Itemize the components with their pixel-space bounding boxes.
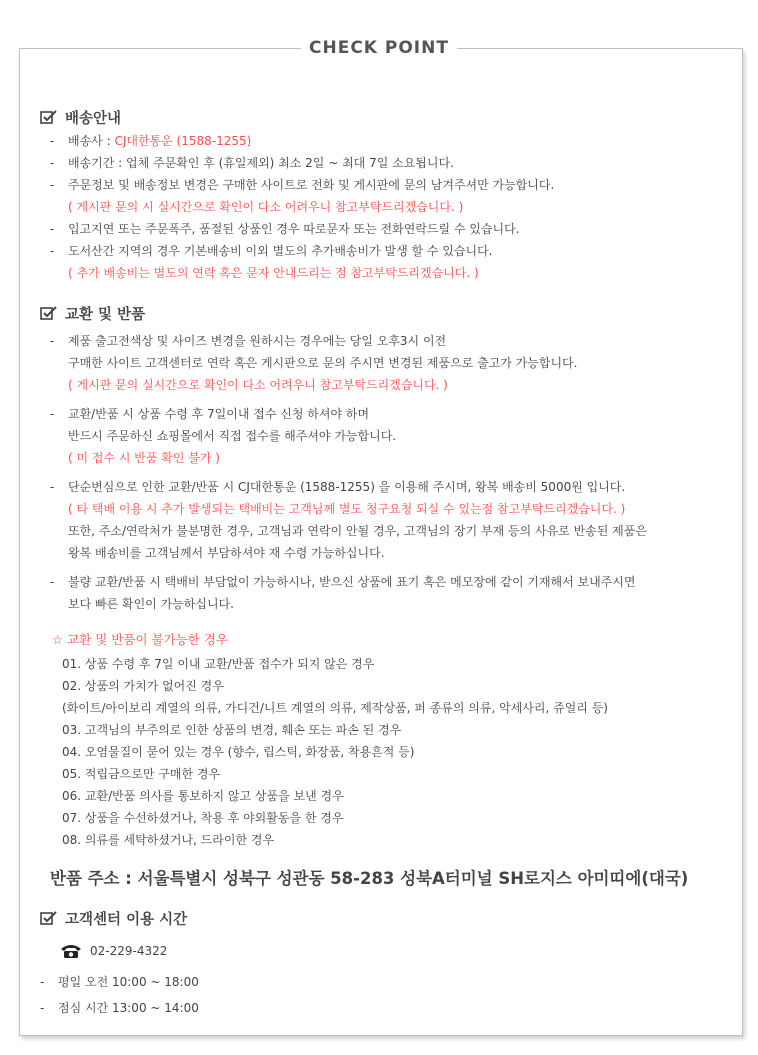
list-item: - 단순변심으로 인한 교환/반품 시 CJ대한통운 (1588-1255) 을 이용해 주시며, 왕복 배송비 5000원 입니다. ( 타 택배 이용 시 추가 발생되는 택배비는 고객님께 별도 청구요청 되실 수 있는점 참고부탁드리겠습니다. ) 또한, 주소/연락처가 불분명한 경우, 고객님과 연락이 안될 경우, 고객님의 장기 부재 등의 사유로 반송된 제품은 왕복 배송비를 고객님께서 부담하셔야 재 수령 가능하십니다. <box>40 476 730 564</box>
list-item: - 배송사 : CJ대한통운 (1588-1255) <box>50 134 252 148</box>
list-item: - 제품 출고전색상 및 사이즈 변경을 원하시는 경우에는 당일 오후3시 이전 구매한 사이트 고객센터로 연락 혹은 게시판으로 문의 주시면 변경된 제품으로 출고가 가능합니다. ( 게시판 문의 실시간으로 확인이 다소 어려우니 참고부탁드리겠습니다. ) <box>40 330 730 396</box>
list-item: - 교환/반품 시 상품 수령 후 7일이내 접수 신청 하셔야 하며 반드시 주문하신 쇼핑몰에서 직접 접수를 해주셔야 가능합니다. ( 미 접수 시 반품 확인 불가 ) <box>40 403 730 469</box>
item-note: ( 미 접수 시 반품 확인 불가 ) <box>68 451 220 465</box>
courier-text: CJ대한통운 (1588-1255) <box>114 134 252 148</box>
list-item: - 입고지연 또는 주문폭주, 품절된 상품인 경우 따로문자 또는 전화연락드릴 수 있습니다. <box>40 218 730 240</box>
notice-item: 04. 오염물질이 묻어 있는 경우 (향수, 립스틱, 화장품, 착용흔적 등) <box>62 745 415 759</box>
item-text: 보다 빠른 확인이 가능하십니다. <box>68 597 234 611</box>
telephone-icon <box>60 943 82 959</box>
notice-item: 02. 상품의 가치가 없어진 경우 <box>62 679 224 693</box>
notice-item: 03. 고객님의 부주의로 인한 상품의 변경, 훼손 또는 파손 된 경우 <box>62 723 402 737</box>
item-text: 왕복 배송비를 고객님께서 부담하셔야 재 수령 가능하십니다. <box>68 546 385 560</box>
hours-text: 평일 오전 10:00 ~ 18:00 <box>58 975 199 989</box>
page-title <box>0 38 758 58</box>
checkbox-icon <box>40 306 57 320</box>
item-text: 주문정보 및 배송정보 변경은 구매한 사이트로 전화 및 게시판에 문의 남겨주셔만 가능합니다. <box>68 178 555 192</box>
delivery-heading-text: 배송안내 <box>65 110 122 127</box>
item-text: 또한, 주소/연락처가 불분명한 경우, 고객님과 연락이 안될 경우, 고객님의 장기 부재 등의 사유로 반송된 제품은 <box>68 524 647 538</box>
item-note: ( 타 택배 이용 시 추가 발생되는 택배비는 고객님께 별도 청구요청 되실 수 있는점 참고부탁드리겠습니다. ) <box>68 502 626 516</box>
item-text: 배송사 : <box>68 134 115 148</box>
item-text: 불량 교환/반품 시 택배비 부담없이 가능하시나, 받으신 상품에 표기 혹은 메모장에 같이 기재해서 보내주시면 <box>68 575 636 589</box>
hours-text: 점심 시간 13:00 ~ 14:00 <box>58 1001 199 1015</box>
item-text: 구매한 사이트 고객센터로 연락 혹은 게시판으로 문의 주시면 변경된 제품으로 출고가 가능합니다. <box>68 356 578 370</box>
checkbox-icon <box>40 911 57 925</box>
item-text: 배송기간 : 업체 주문확인 후 (휴일제외) 최소 2일 ~ 최대 7일 소요됩니다. <box>68 156 454 170</box>
item-text: 교환/반품 시 상품 수령 후 7일이내 접수 신청 하셔야 하며 <box>68 407 370 421</box>
return-address: 반품 주소 : 서울특별시 성북구 성관동 58-283 성북A터미널 SH로지스 아미띠에(대국) <box>50 869 689 888</box>
exchange-heading-text: 교환 및 반품 <box>65 306 146 323</box>
list-item: - 주문정보 및 배송정보 변경은 구매한 사이트로 전화 및 게시판에 문의 남겨주셔만 가능합니다. ( 게시판 문의 시 실시간으로 확인이 다소 어려우니 참고부탁드리겠습니다. ) <box>40 174 730 218</box>
content <box>40 104 730 1019</box>
item-text: 입고지연 또는 주문폭주, 품절된 상품인 경우 따로문자 또는 전화연락드릴 수 있습니다. <box>68 222 520 236</box>
list-item: - 평일 오전 10:00 ~ 18:00 <box>40 971 730 993</box>
list-item: - 불량 교환/반품 시 택배비 부담없이 가능하시나, 받으신 상품에 표기 혹은 메모장에 같이 기재해서 보내주시면 보다 빠른 확인이 가능하십니다. <box>40 571 730 615</box>
list-item: - 점심 시간 13:00 ~ 14:00 <box>40 997 730 1019</box>
notice-heading: ☆ 교환 및 반품이 불가능한 경우 <box>52 632 228 647</box>
notice-item: 07. 상품을 수선하셨거나, 착용 후 야외활동을 한 경우 <box>62 811 344 825</box>
item-text: 제품 출고전색상 및 사이즈 변경을 원하시는 경우에는 당일 오후3시 이전 <box>68 334 447 348</box>
list-item: - 배송기간 : 업체 주문확인 후 (휴일제외) 최소 2일 ~ 최대 7일 소요됩니다. <box>40 152 730 174</box>
notice-item: 01. 상품 수령 후 7일 이내 교환/반품 접수가 되지 않은 경우 <box>62 657 375 671</box>
list-item: - 도서산간 지역의 경우 기본배송비 이외 별도의 추가배송비가 발생 할 수 있습니다. ( 추가 배송비는 별도의 연락 혹은 문자 안내드리는 점 참고부탁드리겠습니다. ) <box>40 240 730 284</box>
item-note: ( 추가 배송비는 별도의 연락 혹은 문자 안내드리는 점 참고부탁드리겠습니다. ) <box>68 266 479 280</box>
item-note: ( 게시판 문의 시 실시간으로 확인이 다소 어려우니 참고부탁드리겠습니다. ) <box>68 200 464 214</box>
phone-row <box>40 937 730 965</box>
item-note: ( 게시판 문의 실시간으로 확인이 다소 어려우니 참고부탁드리겠습니다. ) <box>68 378 448 392</box>
service-heading <box>40 905 730 931</box>
exchange-heading <box>40 300 730 326</box>
title-text: CHECK POINT <box>301 38 457 58</box>
notice-item: 06. 교환/반품 의사를 통보하지 않고 상품을 보낸 경우 <box>62 789 344 803</box>
delivery-heading <box>40 104 730 130</box>
notice-item: 05. 적립금으로만 구매한 경우 <box>62 767 221 781</box>
phone-number: 02-229-4322 <box>90 944 168 958</box>
service-heading-text: 고객센터 이용 시간 <box>65 911 188 928</box>
item-text: 도서산간 지역의 경우 기본배송비 이외 별도의 추가배송비가 발생 할 수 있습니다. <box>68 244 493 258</box>
item-text: 반드시 주문하신 쇼핑몰에서 직접 접수를 해주셔야 가능합니다. <box>68 429 397 443</box>
notice-item: (화이트/아이보리 계열의 의류, 가디건/니트 계열의 의류, 제작상품, 퍼 종류의 의류, 악세사리, 쥬얼리 등) <box>62 701 608 715</box>
checkbox-icon <box>40 110 57 124</box>
notice-item: 08. 의류를 세탁하셨거나, 드라이한 경우 <box>62 833 275 847</box>
item-text: 단순변심으로 인한 교환/반품 시 CJ대한통운 (1588-1255) 을 이용해 주시며, 왕복 배송비 5000원 입니다. <box>68 480 626 494</box>
